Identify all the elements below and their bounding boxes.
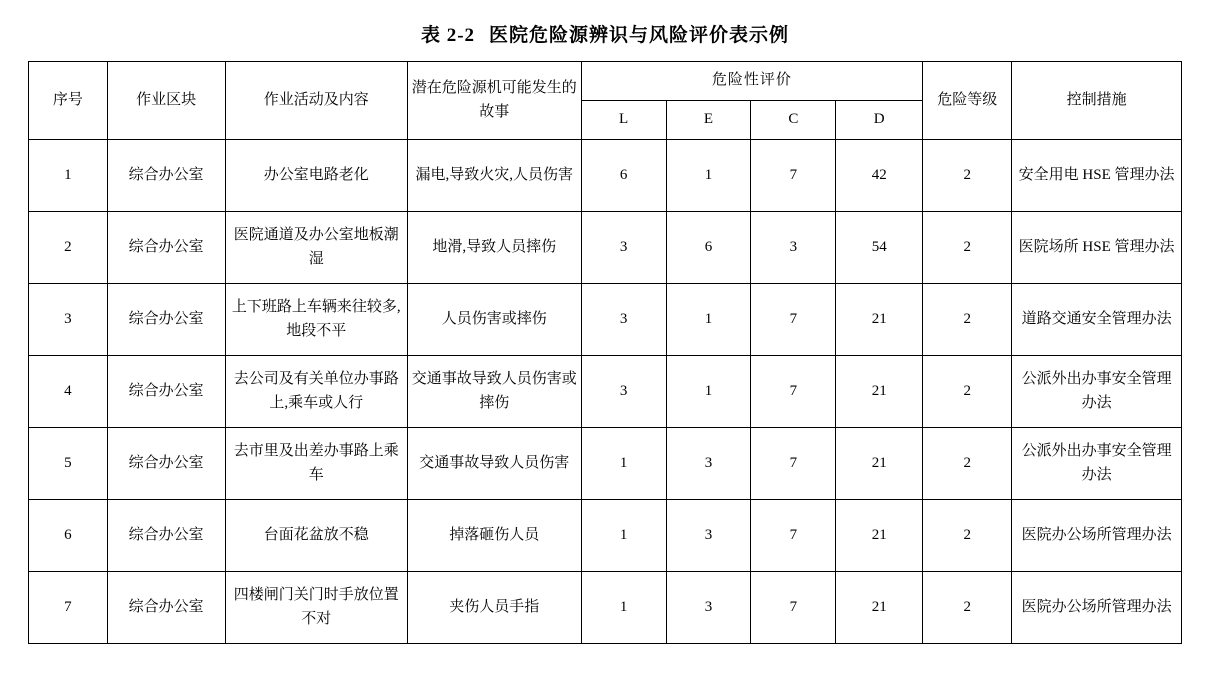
header-risk-group: 危险性评价 bbox=[581, 62, 923, 101]
cell-hazard: 漏电,导致火灾,人员伤害 bbox=[407, 140, 581, 212]
cell-measure: 道路交通安全管理办法 bbox=[1012, 284, 1182, 356]
cell-level: 2 bbox=[923, 140, 1012, 212]
cell-no: 5 bbox=[29, 428, 108, 500]
cell-l: 3 bbox=[581, 356, 666, 428]
table-caption bbox=[0, 0, 1210, 61]
cell-no: 1 bbox=[29, 140, 108, 212]
cell-l: 1 bbox=[581, 572, 666, 644]
cell-l: 3 bbox=[581, 212, 666, 284]
table-header bbox=[29, 62, 1182, 140]
cell-hazard: 夹伤人员手指 bbox=[407, 572, 581, 644]
cell-no: 4 bbox=[29, 356, 108, 428]
table-row bbox=[29, 428, 1182, 500]
cell-level: 2 bbox=[923, 284, 1012, 356]
cell-l: 1 bbox=[581, 500, 666, 572]
header-activity: 作业活动及内容 bbox=[225, 62, 407, 140]
cell-activity: 台面花盆放不稳 bbox=[225, 500, 407, 572]
cell-area: 综合办公室 bbox=[107, 572, 225, 644]
table-caption-number: 表 2-2 bbox=[420, 25, 476, 46]
cell-level: 2 bbox=[923, 428, 1012, 500]
table-row bbox=[29, 212, 1182, 284]
cell-c: 7 bbox=[751, 284, 836, 356]
cell-activity: 去市里及出差办事路上乘车 bbox=[225, 428, 407, 500]
cell-d: 54 bbox=[836, 212, 923, 284]
cell-level: 2 bbox=[923, 500, 1012, 572]
cell-e: 3 bbox=[666, 572, 751, 644]
cell-measure: 安全用电 HSE 管理办法 bbox=[1012, 140, 1182, 212]
header-e: E bbox=[666, 101, 751, 140]
cell-l: 1 bbox=[581, 428, 666, 500]
cell-area: 综合办公室 bbox=[107, 212, 225, 284]
header-hazard: 潜在危险源机可能发生的故事 bbox=[407, 62, 581, 140]
cell-activity: 去公司及有关单位办事路上,乘车或人行 bbox=[225, 356, 407, 428]
cell-l: 3 bbox=[581, 284, 666, 356]
cell-e: 1 bbox=[666, 356, 751, 428]
risk-assessment-table bbox=[28, 61, 1182, 644]
header-level: 危险等级 bbox=[923, 62, 1012, 140]
cell-measure: 医院场所 HSE 管理办法 bbox=[1012, 212, 1182, 284]
cell-measure: 公派外出办事安全管理办法 bbox=[1012, 356, 1182, 428]
cell-level: 2 bbox=[923, 212, 1012, 284]
cell-activity: 办公室电路老化 bbox=[225, 140, 407, 212]
cell-e: 3 bbox=[666, 428, 751, 500]
table-row bbox=[29, 140, 1182, 212]
cell-c: 7 bbox=[751, 428, 836, 500]
cell-e: 1 bbox=[666, 284, 751, 356]
cell-d: 21 bbox=[836, 284, 923, 356]
table-row bbox=[29, 572, 1182, 644]
table-header-row-1 bbox=[29, 62, 1182, 101]
cell-hazard: 人员伤害或摔伤 bbox=[407, 284, 581, 356]
table-caption-title: 医院危险源辨识与风险评价表示例 bbox=[489, 25, 790, 46]
cell-no: 3 bbox=[29, 284, 108, 356]
cell-e: 3 bbox=[666, 500, 751, 572]
cell-no: 6 bbox=[29, 500, 108, 572]
cell-e: 6 bbox=[666, 212, 751, 284]
header-no: 序号 bbox=[29, 62, 108, 140]
header-d: D bbox=[836, 101, 923, 140]
cell-area: 综合办公室 bbox=[107, 500, 225, 572]
cell-measure: 医院办公场所管理办法 bbox=[1012, 500, 1182, 572]
cell-hazard: 交通事故导致人员伤害 bbox=[407, 428, 581, 500]
cell-activity: 上下班路上车辆来往较多,地段不平 bbox=[225, 284, 407, 356]
cell-c: 7 bbox=[751, 572, 836, 644]
cell-hazard: 地滑,导致人员摔伤 bbox=[407, 212, 581, 284]
header-area: 作业区块 bbox=[107, 62, 225, 140]
cell-l: 6 bbox=[581, 140, 666, 212]
cell-hazard: 交通事故导致人员伤害或摔伤 bbox=[407, 356, 581, 428]
cell-c: 7 bbox=[751, 500, 836, 572]
table-body bbox=[29, 140, 1182, 644]
cell-hazard: 掉落砸伤人员 bbox=[407, 500, 581, 572]
header-measure: 控制措施 bbox=[1012, 62, 1182, 140]
cell-measure: 公派外出办事安全管理办法 bbox=[1012, 428, 1182, 500]
cell-measure: 医院办公场所管理办法 bbox=[1012, 572, 1182, 644]
cell-activity: 四楼闸门关门时手放位置不对 bbox=[225, 572, 407, 644]
cell-level: 2 bbox=[923, 356, 1012, 428]
cell-c: 7 bbox=[751, 140, 836, 212]
cell-d: 21 bbox=[836, 428, 923, 500]
cell-d: 21 bbox=[836, 356, 923, 428]
cell-activity: 医院通道及办公室地板潮湿 bbox=[225, 212, 407, 284]
cell-area: 综合办公室 bbox=[107, 284, 225, 356]
cell-d: 21 bbox=[836, 572, 923, 644]
cell-area: 综合办公室 bbox=[107, 428, 225, 500]
cell-no: 7 bbox=[29, 572, 108, 644]
cell-no: 2 bbox=[29, 212, 108, 284]
cell-e: 1 bbox=[666, 140, 751, 212]
cell-c: 3 bbox=[751, 212, 836, 284]
cell-c: 7 bbox=[751, 356, 836, 428]
table-row bbox=[29, 500, 1182, 572]
cell-level: 2 bbox=[923, 572, 1012, 644]
cell-d: 21 bbox=[836, 500, 923, 572]
header-l: L bbox=[581, 101, 666, 140]
cell-area: 综合办公室 bbox=[107, 140, 225, 212]
header-c: C bbox=[751, 101, 836, 140]
cell-d: 42 bbox=[836, 140, 923, 212]
table-row bbox=[29, 284, 1182, 356]
table-row bbox=[29, 356, 1182, 428]
cell-area: 综合办公室 bbox=[107, 356, 225, 428]
